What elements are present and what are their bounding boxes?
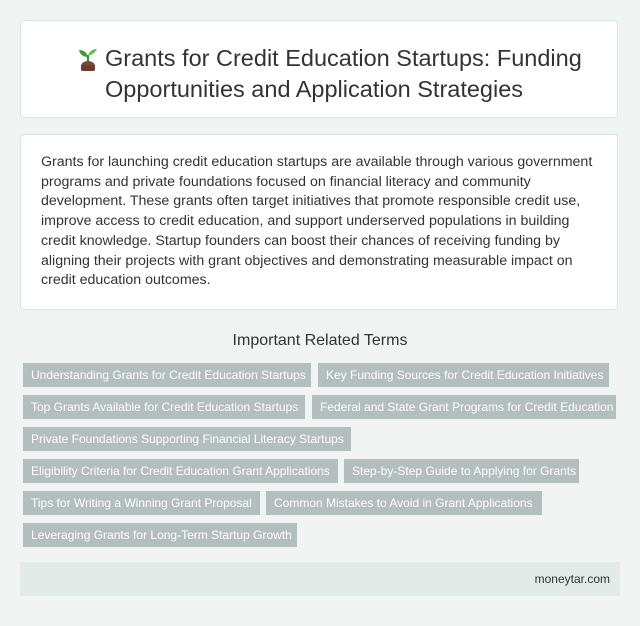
- footer-site-name[interactable]: moneytar.com: [534, 572, 610, 586]
- related-term-tag[interactable]: Federal and State Grant Programs for Credit Education: [312, 395, 616, 419]
- related-term-tag[interactable]: Key Funding Sources for Credit Education Initiatives: [318, 363, 609, 387]
- related-term-tag[interactable]: Understanding Grants for Credit Education Startups: [23, 363, 311, 387]
- header-card: [20, 20, 618, 118]
- related-term-tag[interactable]: Top Grants Available for Credit Education Startups: [23, 395, 305, 419]
- related-term-tag[interactable]: Common Mistakes to Avoid in Grant Applications: [266, 491, 542, 515]
- intro-card: [20, 134, 618, 310]
- intro-paragraph: Grants for launching credit education startups are available through various government programs and private foundations focused on financial literacy and community development. These grants often target initiatives that promote responsible credit use, improve access to credit education, and support underserved populations in building credit knowledge. Startup founders can boost their chances of receiving funding by aligning their projects with grant objectives and demonstrating measurable impact on credit education outcomes.: [41, 154, 593, 289]
- related-terms-heading: Important Related Terms: [232, 332, 408, 349]
- related-term-tag[interactable]: Step-by-Step Guide to Applying for Grants: [344, 459, 579, 483]
- related-term-tag[interactable]: Eligibility Criteria for Credit Education Grant Applications: [23, 459, 338, 483]
- related-term-tag[interactable]: Leveraging Grants for Long-Term Startup Growth: [23, 523, 297, 547]
- related-term-tag[interactable]: Private Foundations Supporting Financial Literacy Startups: [23, 427, 351, 451]
- footer: [20, 562, 620, 596]
- related-term-tag[interactable]: Tips for Writing a Winning Grant Proposal: [23, 491, 260, 515]
- sprout-icon: [73, 45, 103, 75]
- page-title: Grants for Credit Education Startups: Funding Opportunities and Application Strategies: [105, 45, 582, 102]
